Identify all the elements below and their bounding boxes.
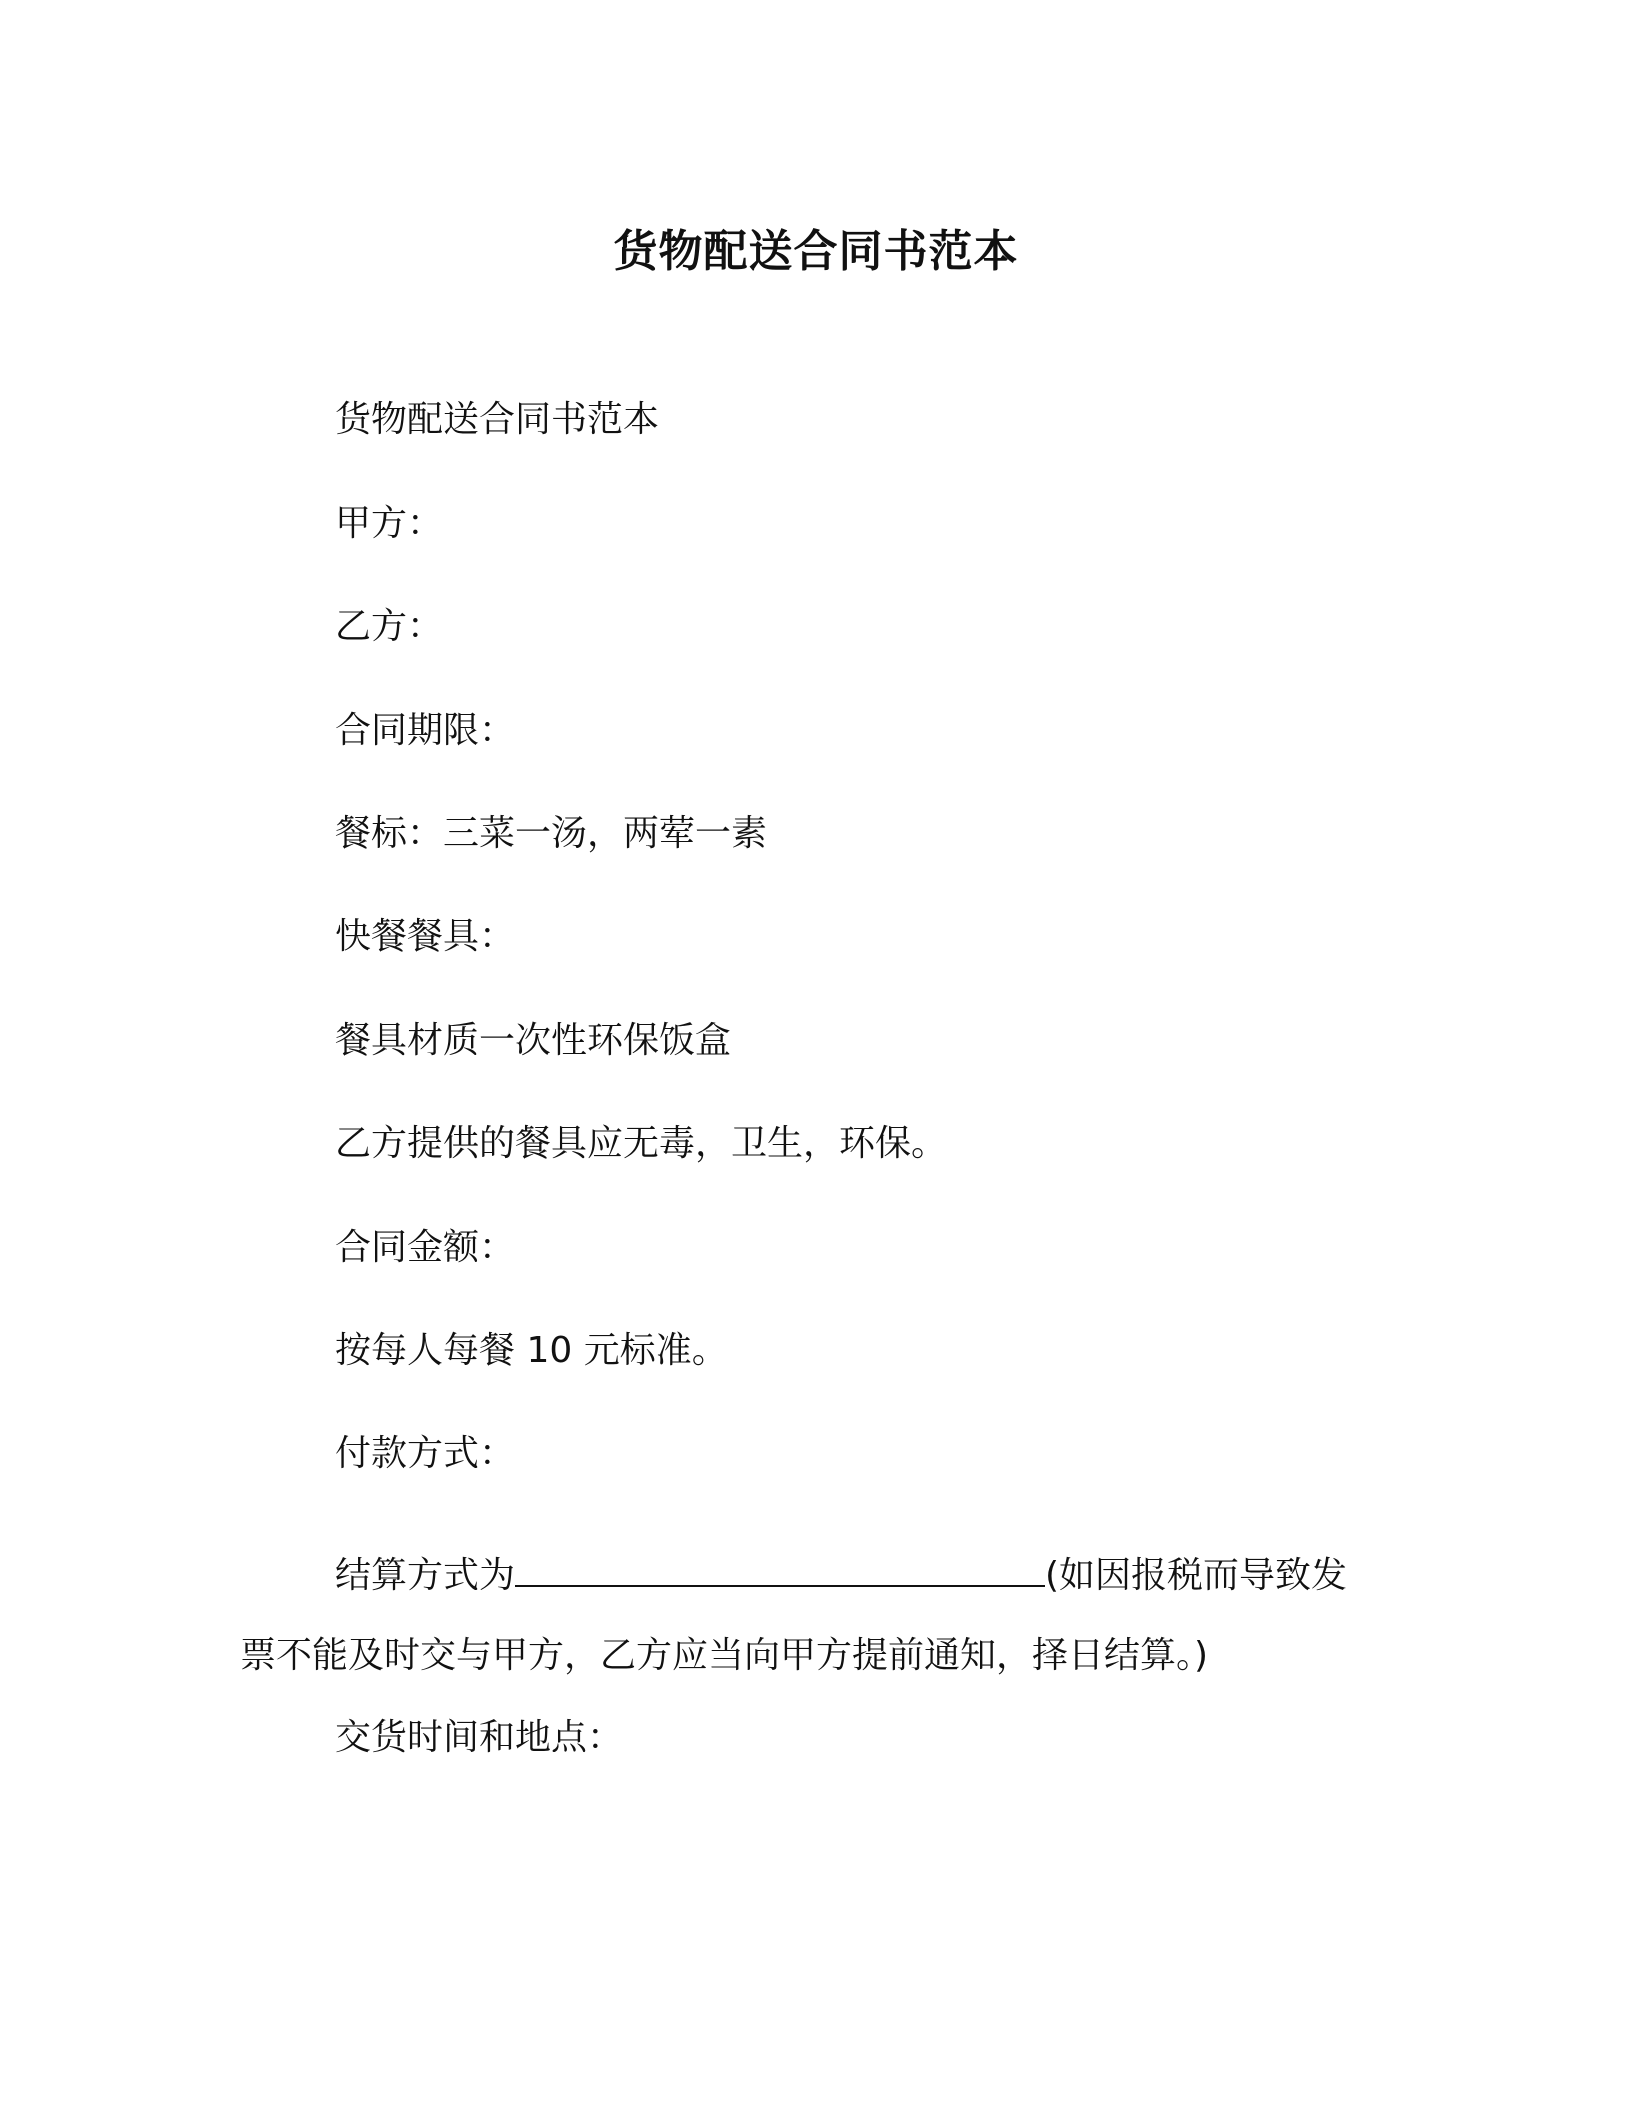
settlement-prefix: 结算方式为 [335, 1555, 516, 1596]
delivery-time-place-label: 交货时间和地点： [335, 1717, 624, 1758]
settlement-blank-line [515, 1545, 1045, 1587]
subtitle-paragraph: 货物配送合同书范本 [335, 399, 660, 440]
settlement-paragraph [240, 1536, 1370, 1696]
tableware-requirement-paragraph: 乙方提供的餐具应无毒，卫生，环保。 [335, 1123, 948, 1164]
party-a-label: 甲方： [335, 503, 444, 544]
contract-amount-label: 合同金额： [335, 1227, 516, 1268]
settlement-suffix: (如因报税而导致发票不能及时交与甲方，乙方应当向甲方提前通知，择日结算。) [240, 1555, 1348, 1676]
payment-method-label: 付款方式： [335, 1433, 516, 1474]
tableware-label: 快餐餐具： [335, 916, 516, 957]
meal-standard-paragraph: 餐标：三菜一汤，两荤一素 [335, 813, 768, 854]
price-standard-paragraph: 按每人每餐 10 元标准。 [335, 1330, 728, 1371]
party-b-label: 乙方： [335, 606, 444, 647]
tableware-material-paragraph: 餐具材质一次性环保饭盒 [335, 1020, 732, 1061]
document-title: 货物配送合同书范本 [613, 226, 1019, 277]
contract-term-label: 合同期限： [335, 710, 516, 751]
